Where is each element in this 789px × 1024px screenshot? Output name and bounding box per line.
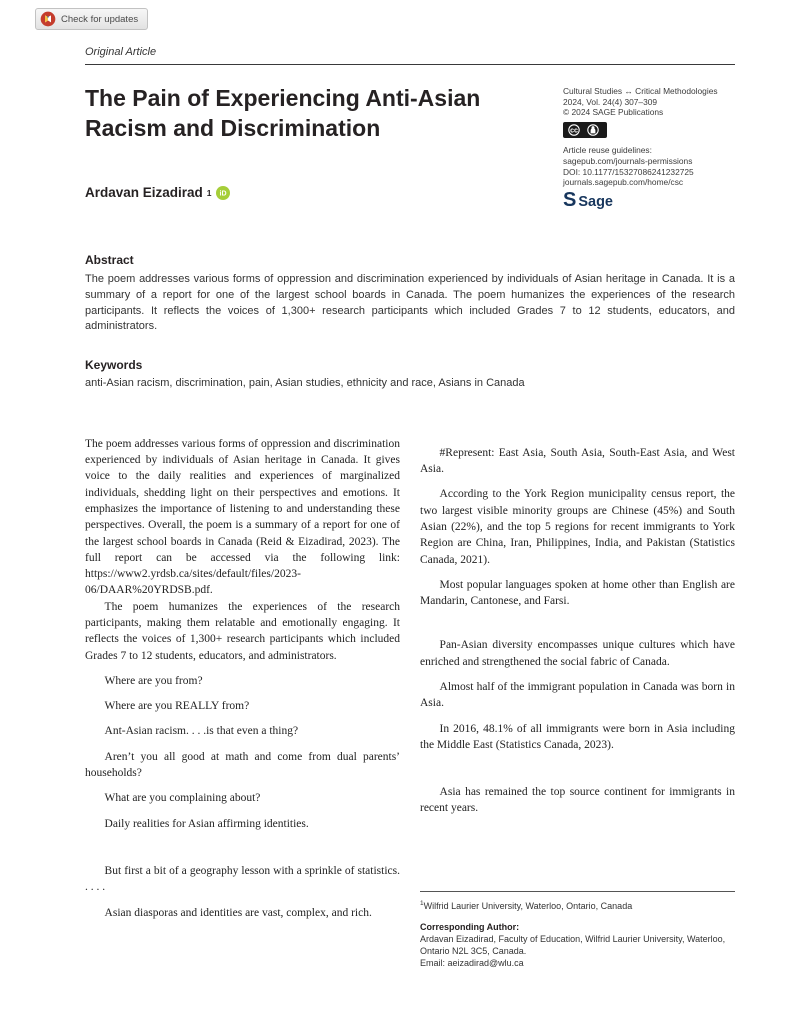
affiliation-mark: 1 <box>420 899 424 907</box>
title-line-2: Racism and Discrimination <box>85 115 381 141</box>
page-title <box>85 83 547 143</box>
journal-home-link[interactable]: journals.sagepub.com/home/csc <box>563 177 684 188</box>
poem-line: Asia has remained the top source continent for immigrants in recent years. <box>420 786 735 815</box>
page-content <box>85 0 735 969</box>
poem-line: According to the York Region municipality census report, the two largest visible minority groups are Chinese (45%) and South Asian (22%), and the top 5 regions for recent immigrants to York Region are China, Iran, Philippines, India, and Pakistan (Statistics Canada, 2021). <box>420 488 735 566</box>
footnote-rule <box>420 891 735 892</box>
body-columns <box>85 436 735 969</box>
poem-line: Most popular languages spoken at home other than English are Mandarin, Cantonese, and Farsi. <box>420 578 735 608</box>
article-header <box>85 83 735 211</box>
cc-by-icon[interactable] <box>563 122 735 141</box>
journal-volume: 2024, Vol. 24(4) 307–309 <box>563 96 658 107</box>
sage-logo-mark: S <box>563 188 577 211</box>
svg-text:cc: cc <box>570 127 578 135</box>
poem-line: Pan-Asian diversity encompasses unique cultures which have enriched and strengthened the social fabric of Canada. <box>420 639 735 668</box>
poem-line: Aren’t you all good at math and come from dual parents’ households? <box>85 750 400 780</box>
title-line-1: The Pain of Experiencing Anti-Asian <box>85 85 481 111</box>
poem-line: Asian diasporas and identities are vast, complex, and rich. <box>104 906 372 919</box>
right-column <box>420 436 735 969</box>
svg-text:iD: iD <box>219 190 227 198</box>
orcid-icon[interactable] <box>216 186 230 200</box>
poem-line: Where are you REALLY from? <box>104 700 250 713</box>
title-block <box>85 83 547 207</box>
affiliation-text: Wilfrid Laurier University, Waterloo, Ontario, Canada <box>423 900 633 911</box>
poem-line: What are you complaining about? <box>104 792 261 805</box>
keywords-text: anti-Asian racism, discrimination, pain, Asian studies, ethnicity and race, Asians in Canada <box>85 376 525 389</box>
poem-line: But first a bit of a geography lesson with a sprinkle of statistics. . . . . <box>85 864 400 894</box>
sage-logo <box>563 188 735 211</box>
crossmark-icon <box>40 11 56 27</box>
body-paragraph: The poem addresses various forms of oppression and discrimination experienced by individuals of Asian heritage in Canada. It gives voice to the daily realities and experiences of marginalized individuals, shedding light on their perspectives and emotions. It emphasizes the importance of listening to and understanding these perspectives. Overall, the poem is a summary of a report for one of the largest school boards in Canada (Reid & Eizadirad, 2023). The full report can be accessed via the following link: https://www2.yrdsb.ca/sites/default/files/2023-06/DAAR%20YRDSB.pdf. <box>85 437 400 597</box>
abstract-text: The poem addresses various forms of oppression and discrimination experienced by individuals of Asian heritage in Canada. It is a summary of a report for one of the largest school boards in Canada. The poem humanizes the experiences of the research participants. It reflects the voices of 1,300+ research participants which included Grades 7 to 12 students, educators, and administrators. <box>85 273 735 333</box>
reuse-guidelines-label: Article reuse guidelines: <box>563 145 652 156</box>
left-column <box>85 436 400 969</box>
section-label: Original Article <box>85 46 157 58</box>
abstract-heading: Abstract <box>85 253 134 268</box>
journal-name: Cultural Studies ↔ Critical Methodologies <box>563 86 718 96</box>
poem-line: Ant-Asian racism. . . .is that even a thing? <box>104 725 299 738</box>
author-line <box>85 185 547 200</box>
poem-line: Almost half of the immigrant population in Canada was born in Asia. <box>420 680 735 710</box>
doi-link[interactable]: DOI: 10.1177/15327086241232725 <box>563 166 694 177</box>
author-name: Ardavan Eizadirad <box>85 185 203 200</box>
affiliation-note <box>420 898 735 912</box>
body-paragraph: The poem humanizes the experiences of the research participants, making them relatable and emotionally engaging. It reflects the voices of 1,300+ research participants which included Grades 7 to 12 students, educators, and administrators. <box>85 600 400 662</box>
corresponding-author-email[interactable]: Email: aeizadirad@wlu.ca <box>420 957 524 968</box>
journal-info-block <box>563 83 735 211</box>
poem-line: Where are you from? <box>104 674 203 687</box>
corresponding-author-text: Ardavan Eizadirad, Faculty of Education, Wilfrid Laurier University, Waterloo, Ontario N2L 3C5, Canada. <box>420 933 726 956</box>
sage-logo-word: Sage <box>578 193 614 210</box>
reuse-guidelines-link[interactable]: sagepub.com/journals-permissions <box>563 155 693 166</box>
check-for-updates-label: Check for updates <box>61 13 139 25</box>
poem-line: In 2016, 48.1% of all immigrants were born in Asia including the Middle East (Statistics Canada, 2023). <box>420 722 735 751</box>
author-affiliation-mark: 1 <box>206 187 212 198</box>
poem-line: Daily realities for Asian affirming identities. <box>104 817 309 830</box>
keywords-heading: Keywords <box>85 357 143 372</box>
journal-copyright: © 2024 SAGE Publications <box>563 107 664 118</box>
poem-line: #Represent: East Asia, South Asia, South-East Asia, and West Asia. <box>420 446 735 476</box>
corresponding-author-heading: Corresponding Author: <box>420 921 520 932</box>
header-rule <box>85 64 735 65</box>
footnote-block <box>420 891 735 969</box>
